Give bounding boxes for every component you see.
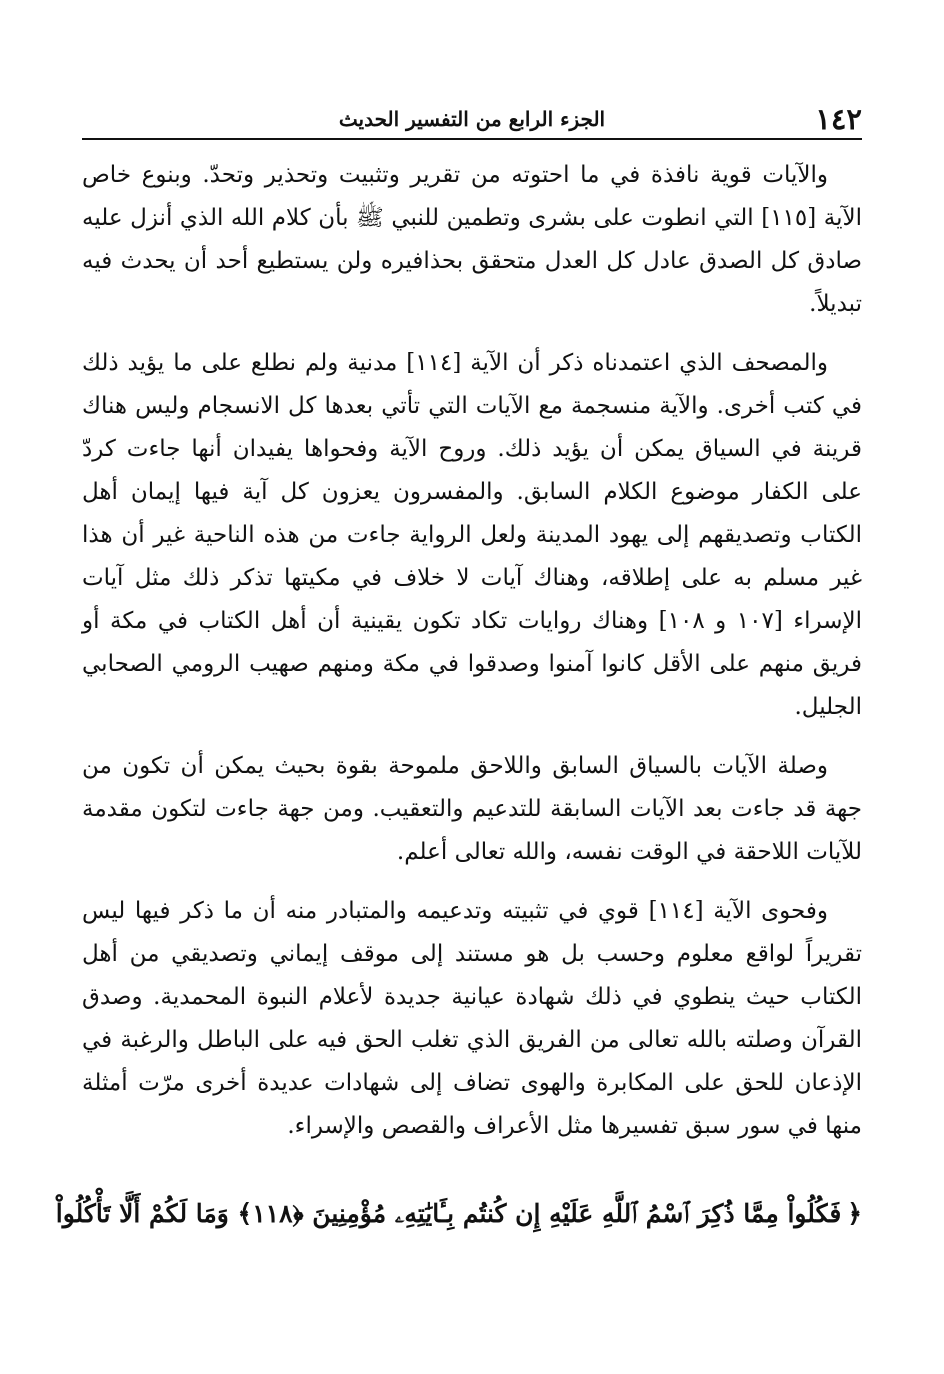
body-text <box>82 154 862 1164</box>
quran-verse-line <box>55 1192 862 1236</box>
verse-open-bracket: ﴿ <box>847 1199 862 1228</box>
paragraph-4: وفحوى الآية [١١٤] قوي في تثبيته وتدعيمه والمتبادر منه أن ما ذكر فيها ليس تقريراً لواقع معلوم وحسب بل هو مستند إلى موقف إيماني وتصديقي من أهل الكتاب حيث ينطوي في ذلك شهادة عيانية جديدة لأعلام النبوة المحمدية. وصدق القرآن وصلته بالله تعالى من الفريق الذي تغلب الحق فيه على الباطل والرغبة في الإذعان للحق على المكابرة والهوى تضاف إلى شهادات عديدة أخرى مرّت أمثلة منها في سور سبق تفسيرها مثل الأعراف والقصص والإسراء. <box>82 898 862 1139</box>
paragraph-3: وصلة الآيات بالسياق السابق واللاحق ملموحة بقوة بحيث يمكن أن تكون من جهة قد جاءت بعد الآيات السابقة للتدعيم والتعقيب. ومن جهة جاءت لتكون مقدمة للآيات اللاحقة في الوقت نفسه، والله تعالى أعلم. <box>82 753 862 865</box>
page-header <box>82 98 862 140</box>
paragraph-1: والآيات قوية نافذة في ما احتوته من تقرير وتثبيت وتحذير وتحدّ. وبنوع خاص الآية [١١٥] التي انطوت على بشرى وتطمين للنبي ﷺ بأن كلام الله الذي أنزل عليه صادق كل الصدق عادل كل العدل متحقق بحذافيره ولن يستطيع أحد أن يحدث فيه تبديلاً. <box>82 162 862 317</box>
running-title: الجزء الرابع من التفسير الحديث <box>338 107 606 131</box>
verse-text: فَكُلُواْ مِمَّا ذُكِرَ ٱسْمُ ٱللَّهِ عَلَيْهِ إِن كُنتُم بِـَٔايَٰتِهِۦ مُؤْمِنِينَ ﴿١١٨﴾ وَمَا لَكُمْ أَلَّا تَأْكُلُواْ <box>55 1199 842 1228</box>
page-number: ١٤٢ <box>815 102 862 136</box>
paragraph-2: والمصحف الذي اعتمدناه ذكر أن الآية [١١٤] مدنية ولم نطلع على ما يؤيد ذلك في كتب أخرى. والآية منسجمة مع الآيات التي تأتي بعدها كل الانسجام وليس هناك قرينة في السياق يمكن أن يؤيد ذلك. وروح الآية وفحواها يفيدان أنها جاءت كردّ على الكفار موضوع الكلام السابق. والمفسرون يعزون كل آية فيها إيمان أهل الكتاب وتصديقهم إلى يهود المدينة ولعل الرواية جاءت من هذه الناحية غير أن هذا غير مسلم به على إطلاقه، وهناك آيات لا خلاف في مكيتها تذكر ذلك مثل آيات الإسراء [١٠٧ و ١٠٨] وهناك روايات تكاد تكون يقينية أن أهل الكتاب في مكة أو فريق منهم على الأقل كانوا آمنوا وصدقوا في مكة ومنهم صهيب الرومي الصحابي الجليل. <box>82 350 862 720</box>
